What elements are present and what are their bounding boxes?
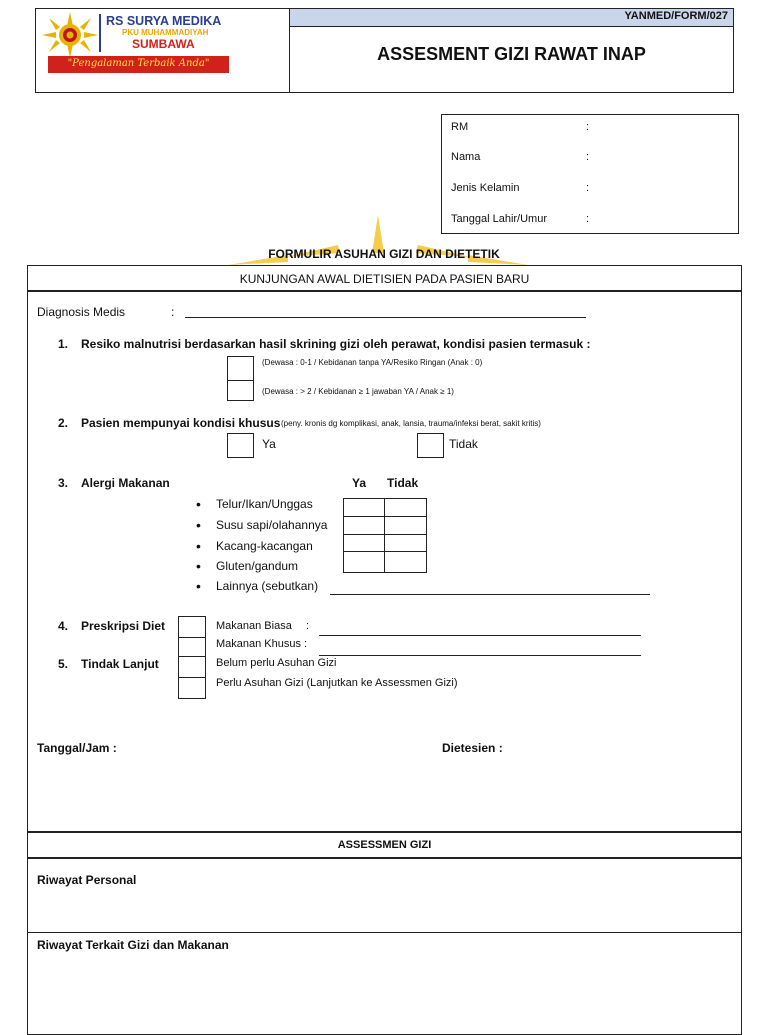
q4-text: Preskripsi Diet <box>81 619 166 633</box>
q3-col-yes: Ya <box>352 476 367 490</box>
followup-no-label: Belum perlu Asuhan Gizi <box>216 657 337 669</box>
allergy-yes-checkbox[interactable] <box>343 516 385 535</box>
followup-checkbox-yes[interactable] <box>178 677 206 699</box>
main-form-box <box>27 265 742 1035</box>
section1-title: KUNJUNGAN AWAL DIETISIEN PADA PASIEN BARU <box>239 272 530 286</box>
allergy-item: • Gluten/gandum <box>216 559 298 573</box>
hospital-sub2: SUMBAWA <box>132 37 195 51</box>
section2-title: ASSESSMEN GIZI <box>337 839 432 851</box>
diet-checkbox-special[interactable] <box>178 637 206 657</box>
allergy-no-checkbox[interactable] <box>384 498 427 517</box>
sun-emblem-icon <box>40 12 100 58</box>
q2-no-label: Tidak <box>449 437 478 451</box>
allergy-other-input[interactable] <box>330 594 650 595</box>
allergy-item: • Susu sapi/olahannya <box>216 518 327 532</box>
q1-checkbox-low[interactable] <box>227 356 254 381</box>
form-code: YANMED/FORM/027 <box>624 10 728 22</box>
followup-checkbox-no[interactable] <box>178 656 206 678</box>
diet-normal-label: Makanan Biasa <box>216 620 292 632</box>
q2-yes-checkbox[interactable] <box>227 433 254 458</box>
diet-special-label: Makanan Khusus : <box>216 638 308 650</box>
hospital-sub1: PKU MUHAMMADIYAH <box>122 28 209 37</box>
q3-text: Alergi Makanan <box>81 476 170 490</box>
allergy-yes-checkbox[interactable] <box>343 534 385 552</box>
gender-label: Jenis Kelamin <box>451 182 520 194</box>
followup-yes-label: Perlu Asuhan Gizi (Lanjutkan ke Assessmen Gizi) <box>216 677 458 689</box>
diagnosis-label: Diagnosis Medis <box>37 305 126 319</box>
allergy-item: • Lainnya (sebutkan) <box>216 579 318 593</box>
q1-option-low: (Dewasa : 0-1 / Kebidanan tanpa YA/Resiko Ringan (Anak : 0) <box>262 358 483 367</box>
q2-no-checkbox[interactable] <box>417 433 444 458</box>
hospital-name: RS SURYA MEDIKA <box>106 14 222 28</box>
allergy-no-checkbox[interactable] <box>384 551 427 573</box>
form-main-title: FORMULIR ASUHAN GIZI DAN DIETETIK <box>268 247 500 261</box>
hospital-logo <box>40 12 100 58</box>
allergy-yes-checkbox[interactable] <box>343 551 385 573</box>
allergy-item: • Telur/Ikan/Unggas <box>216 497 313 511</box>
form-title: ASSESMENT GIZI RAWAT INAP <box>377 44 646 64</box>
diet-checkbox-normal[interactable] <box>178 616 206 638</box>
slogan: "Pengalaman Terbaik Anda" <box>67 58 210 69</box>
q1-option-high: (Dewasa : > 2 / Kebidanan ≥ 1 jawaban YA / Anak ≥ 1) <box>262 387 454 396</box>
q5-text: Tindak Lanjut <box>81 657 159 671</box>
food-history-label: Riwayat Terkait Gizi dan Makanan <box>37 938 229 952</box>
date-time-label: Tanggal/Jam : <box>37 741 117 755</box>
rm-label: RM <box>451 121 469 133</box>
allergy-yes-checkbox[interactable] <box>343 498 385 517</box>
diet-special-input[interactable] <box>319 655 641 656</box>
q2-yes-label: Ya <box>262 437 276 451</box>
diet-normal-input[interactable] <box>319 635 641 636</box>
diagnosis-input[interactable] <box>185 317 586 318</box>
allergy-no-checkbox[interactable] <box>384 516 427 535</box>
q2-text: Pasien mempunyai kondisi khusus <box>81 416 281 430</box>
personal-history-label: Riwayat Personal <box>37 873 137 887</box>
q1-checkbox-high[interactable] <box>227 380 254 401</box>
q3-col-no: Tidak <box>387 476 419 490</box>
allergy-item: • Kacang-kacangan <box>216 539 313 553</box>
name-label: Nama <box>451 151 481 163</box>
q1-text: Resiko malnutrisi berdasarkan hasil skrining gizi oleh perawat, kondisi pasien termasuk : <box>81 337 591 351</box>
allergy-no-checkbox[interactable] <box>384 534 427 552</box>
dob-label: Tanggal Lahir/Umur <box>451 213 547 225</box>
dietician-label: Dietesien : <box>442 741 503 755</box>
q2-note: (peny. kronis dg komplikasi, anak, lansia, trauma/infeksi berat, sakit kritis) <box>281 419 541 428</box>
